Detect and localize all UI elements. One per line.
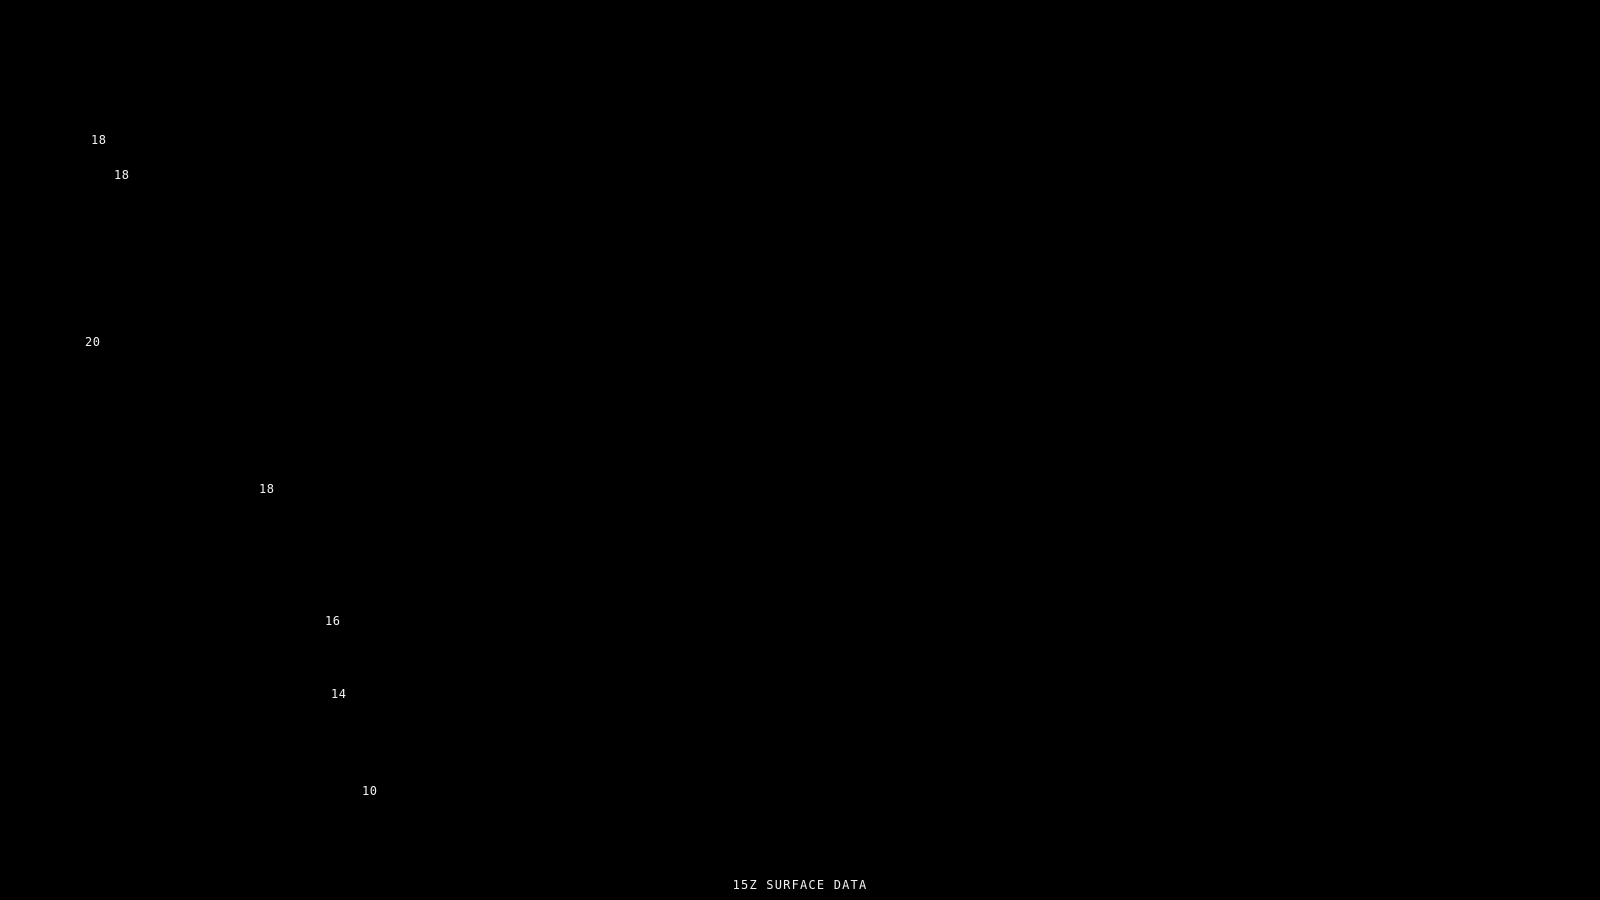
- data-value-label: 16: [325, 614, 341, 628]
- data-value-label: 18: [91, 133, 107, 147]
- data-value-label: 10: [362, 784, 378, 798]
- data-value-label: 20: [85, 335, 101, 349]
- map-caption: 15Z SURFACE DATA: [732, 878, 868, 892]
- data-value-label: 18: [114, 168, 130, 182]
- data-value-label: 18: [259, 482, 275, 496]
- data-value-label: 14: [331, 687, 347, 701]
